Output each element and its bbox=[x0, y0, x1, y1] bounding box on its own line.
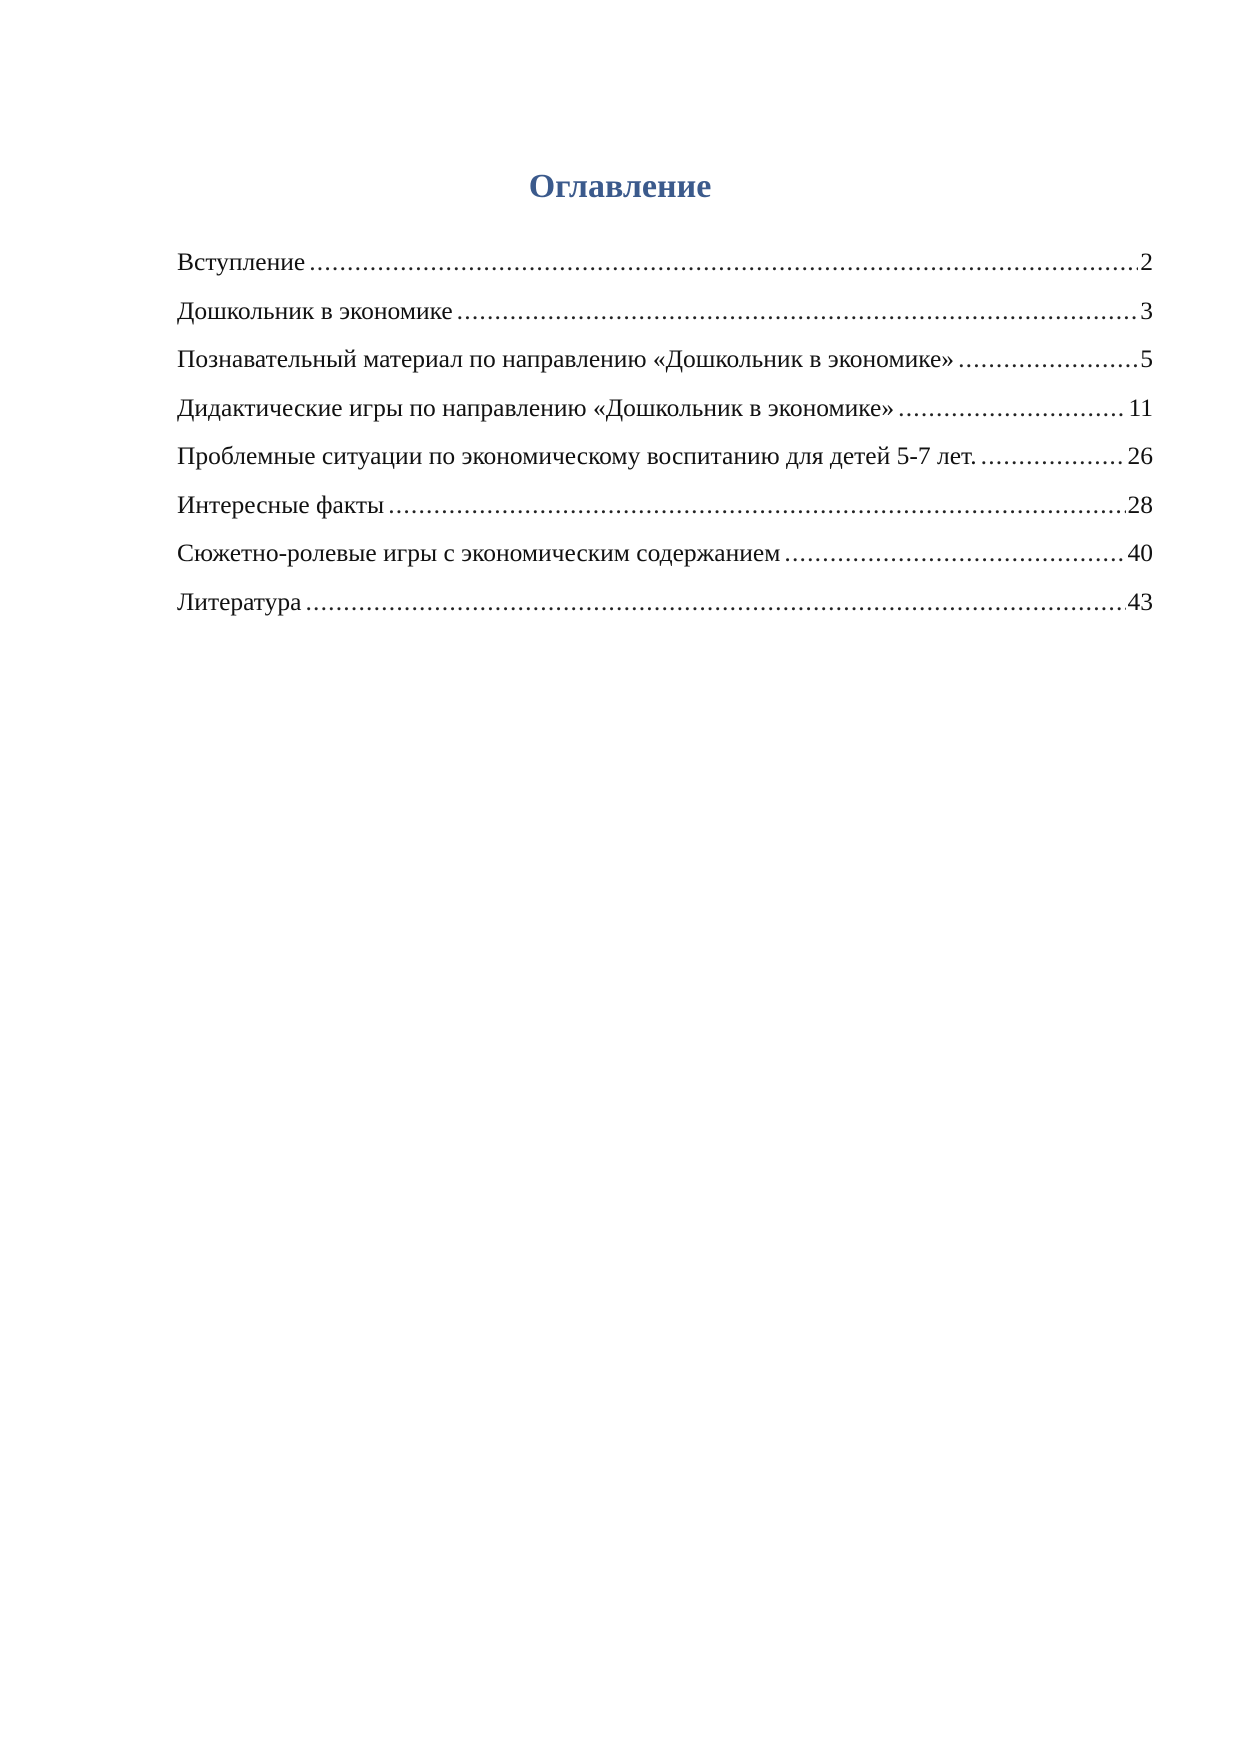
toc-dot-leader bbox=[305, 578, 1125, 627]
toc-dot-leader bbox=[981, 432, 1126, 481]
table-of-contents bbox=[177, 238, 1153, 626]
toc-entry-page-number: 11 bbox=[1128, 392, 1153, 422]
toc-dot-leader bbox=[309, 238, 1138, 287]
toc-dot-leader bbox=[457, 287, 1139, 336]
toc-dot-leader bbox=[784, 529, 1125, 578]
toc-entry-title: Проблемные ситуации по экономическому воспитанию для детей 5-7 лет. bbox=[177, 441, 977, 470]
toc-entry-title: Вступление bbox=[177, 247, 306, 276]
toc-entry-literature[interactable] bbox=[177, 578, 1153, 627]
toc-entry-interesting-facts[interactable] bbox=[177, 481, 1153, 530]
toc-entry-cognitive-material[interactable] bbox=[177, 335, 1153, 384]
toc-entry-preschooler-economy[interactable] bbox=[177, 287, 1153, 336]
toc-entry-title: Литература bbox=[177, 586, 302, 616]
toc-dot-leader bbox=[958, 335, 1138, 384]
toc-entry-title: Интересные факты bbox=[177, 489, 385, 519]
toc-entry-problem-situations[interactable] bbox=[177, 432, 1153, 481]
toc-entry-page-number: 26 bbox=[1127, 441, 1153, 470]
toc-entry-page-number: 3 bbox=[1140, 295, 1153, 325]
toc-entry-role-playing-games[interactable] bbox=[177, 529, 1153, 578]
toc-entry-title: Дошкольник в экономике bbox=[177, 295, 453, 325]
toc-entry-title: Дидактические игры по направлению «Дошкольник в экономике» bbox=[177, 392, 895, 422]
toc-entry-title: Сюжетно-ролевые игры с экономическим содержанием bbox=[177, 538, 781, 567]
toc-entry-page-number: 40 bbox=[1127, 538, 1153, 567]
toc-entry-page-number: 2 bbox=[1140, 247, 1153, 276]
toc-entry-title: Познавательный материал по направлению «Дошкольник в экономике» bbox=[177, 344, 955, 373]
toc-dot-leader bbox=[388, 481, 1125, 530]
toc-dot-leader bbox=[898, 384, 1126, 433]
toc-heading: Оглавление bbox=[528, 167, 712, 205]
toc-entry-didactic-games[interactable] bbox=[177, 384, 1153, 433]
toc-entry-introduction[interactable] bbox=[177, 238, 1153, 287]
toc-entry-page-number: 5 bbox=[1140, 344, 1153, 373]
toc-entry-page-number: 43 bbox=[1127, 586, 1153, 616]
toc-entry-page-number: 28 bbox=[1127, 489, 1153, 519]
